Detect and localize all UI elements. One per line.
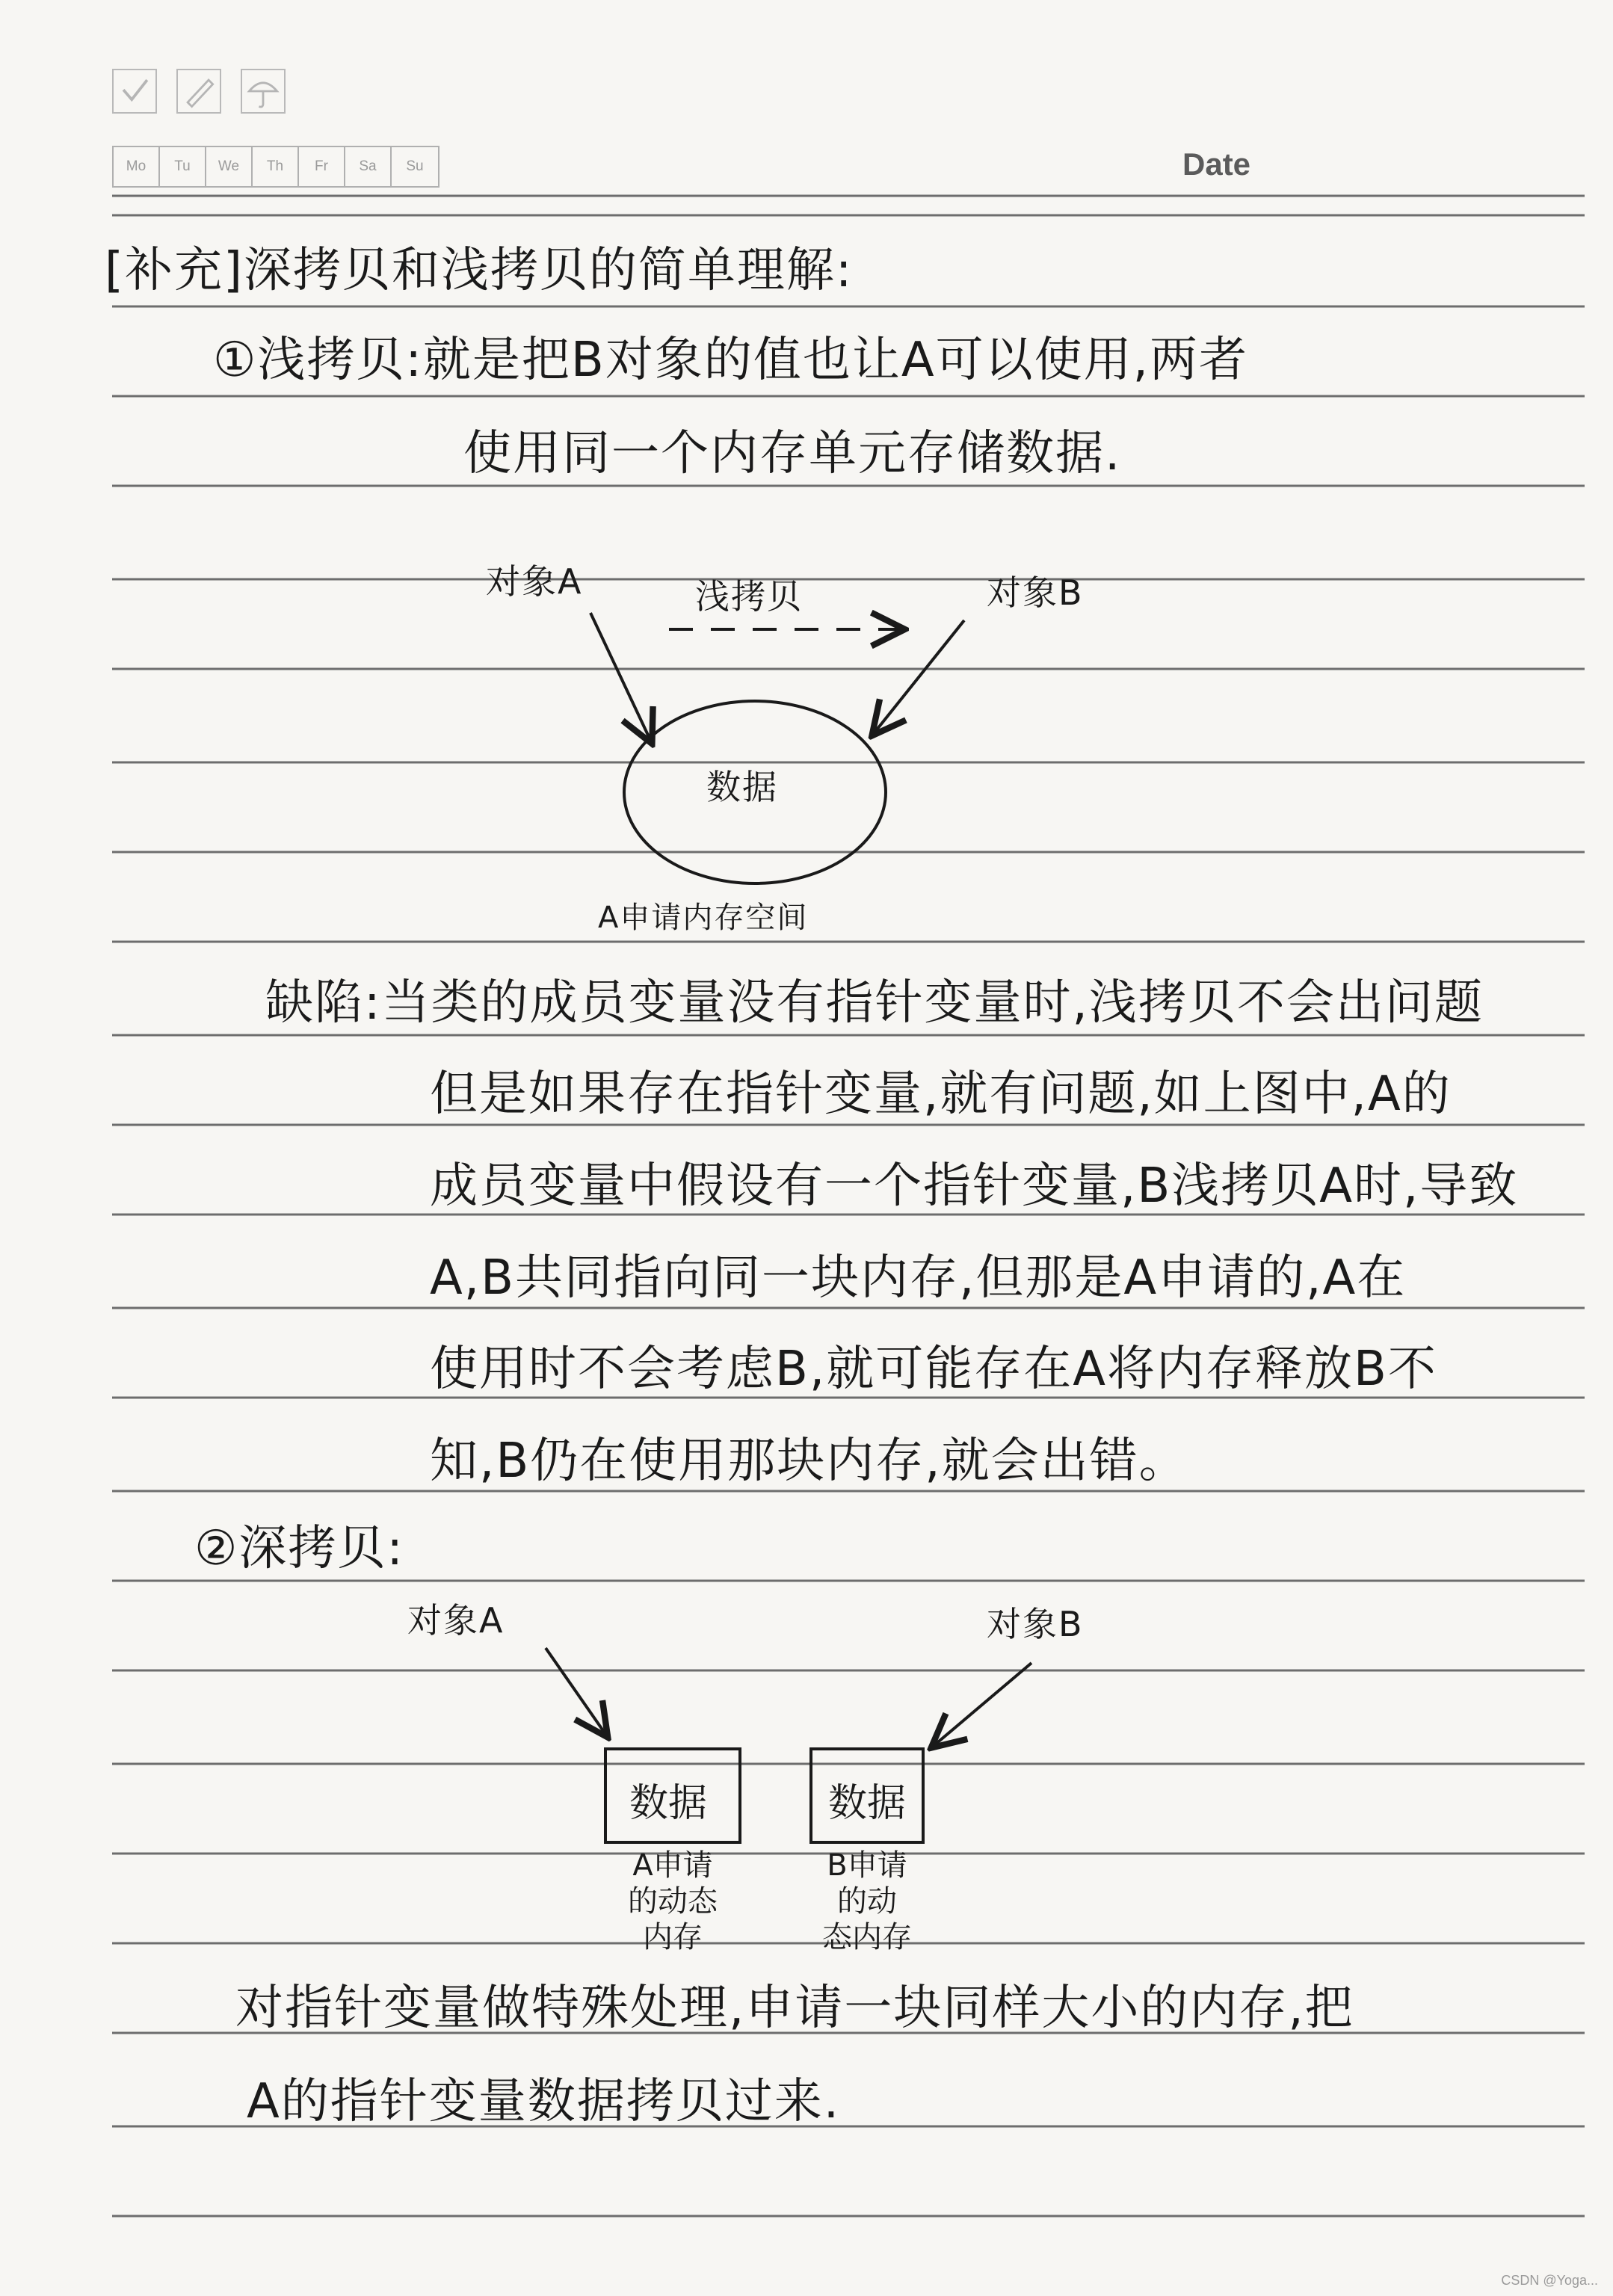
memory-caption-b xyxy=(792,1848,942,1955)
memory-caption-a xyxy=(598,1848,747,1955)
defect-line-4: A,B共同指向同一块内存,但那是A申请的,A在 xyxy=(430,1250,1407,1306)
defect-line-2: 但是如果存在指针变量,就有问题,如上图中,A的 xyxy=(430,1067,1452,1122)
object-b-label-deep: 对象B xyxy=(987,1604,1084,1644)
weekday-we: We xyxy=(206,147,253,186)
weekday-mo: Mo xyxy=(114,147,160,186)
object-b-label: 对象B xyxy=(987,573,1084,613)
weekday-th: Th xyxy=(253,147,299,186)
caption-b-line-2: 的动 xyxy=(837,1884,897,1919)
weekday-su: Su xyxy=(406,158,424,174)
caption-a-line-1: A申请 xyxy=(632,1848,713,1883)
defect-line-1: 缺陷:当类的成员变量没有指针变量时,浅拷贝不会出问题 xyxy=(265,975,1484,1031)
shallow-copy-arrow-label: 浅拷贝 xyxy=(695,576,803,617)
defect-line-6: 知,B仍在使用那块内存,就会出错。 xyxy=(430,1434,1188,1489)
weekday-fr: Fr xyxy=(299,147,345,186)
weekday-tu: Tu xyxy=(160,147,206,186)
arrow-b-to-data xyxy=(875,620,964,732)
data-label: 数据 xyxy=(706,767,778,807)
watermark: CSDN @Yoga... xyxy=(1501,2273,1598,2288)
conclusion-line-2: A的指针变量数据拷贝过来. xyxy=(247,2074,841,2129)
shallow-copy-line-2: 使用同一个内存单元存储数据. xyxy=(463,426,1122,481)
deep-copy-heading: ②深拷贝: xyxy=(194,1521,404,1576)
arrow-a-to-data xyxy=(590,613,650,740)
caption-b-line-3: 态内存 xyxy=(822,1920,912,1954)
object-a-label: 对象A xyxy=(486,561,583,602)
weekday-sa: Sa xyxy=(345,147,392,186)
defect-line-5: 使用时不会考虑B,就可能存在A将内存释放B不 xyxy=(430,1342,1437,1397)
arrow-b-to-box xyxy=(934,1663,1031,1745)
shallow-copy-diagram xyxy=(590,613,964,883)
memory-caption: A申请内存空间 xyxy=(598,901,809,935)
data-box-b-label: 数据 xyxy=(828,1781,907,1826)
defect-line-3: 成员变量中假设有一个指针变量,B浅拷贝A时,导致 xyxy=(430,1158,1519,1214)
date-label: Date xyxy=(1182,146,1251,182)
deep-copy-diagram xyxy=(546,1648,1031,1842)
caption-a-line-2: 的动态 xyxy=(628,1884,718,1919)
conclusion-line-1: 对指针变量做特殊处理,申请一块同样大小的内存,把 xyxy=(235,1981,1354,2036)
caption-b-line-1: B申请 xyxy=(827,1848,907,1883)
data-box-a-label: 数据 xyxy=(629,1781,708,1826)
shallow-copy-line-1: ①浅拷贝:就是把B对象的值也让A可以使用,两者 xyxy=(213,333,1248,388)
page-title: [补充]深拷贝和浅拷贝的简单理解: xyxy=(105,243,854,298)
caption-a-line-3: 内存 xyxy=(643,1920,703,1954)
arrow-a-to-box xyxy=(546,1648,605,1734)
object-a-label-deep: 对象A xyxy=(407,1600,505,1641)
